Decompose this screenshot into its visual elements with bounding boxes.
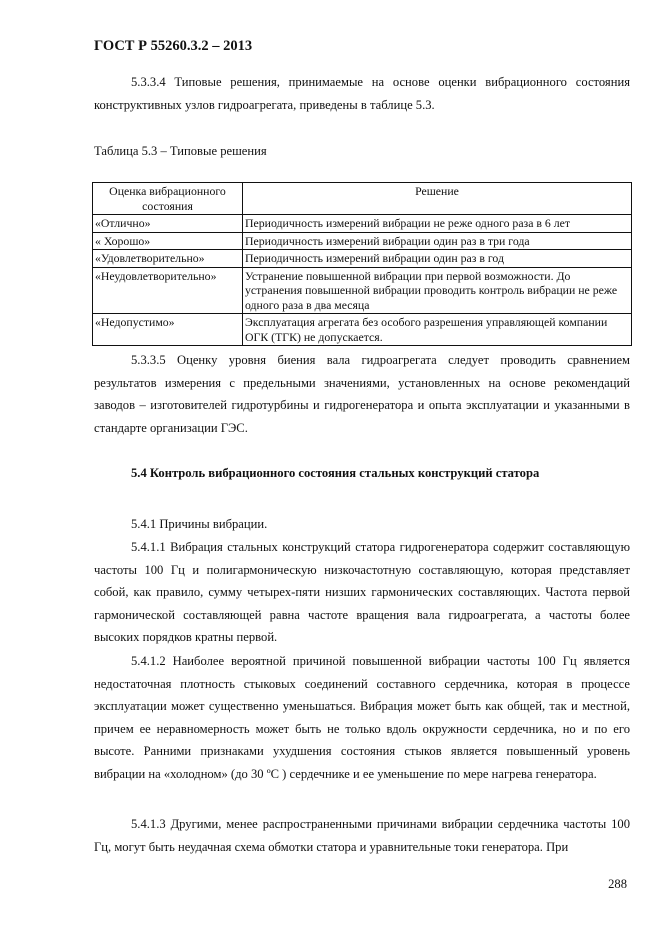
solutions-table <box>92 182 632 346</box>
decision-cell: Периодичность измерений вибрации не реже одного раза в 6 лет <box>243 215 632 233</box>
paragraph-5-4-1-2: 5.4.1.2 Наиболее вероятной причиной повышенной вибрации частоты 100 Гц является недостаточная плотность стыковых соединений составного сердечника, которая в процессе эксплуатации может существенно уменьшаться. Вибрация может быть как общей, так и местной, причем ее неравномерность может быть не только вдоль окружности сердечника, но и по его высоте. Ранними признаками ухудшения состояния стыков является повышенный уровень вибрации на «холодном» (до 30 ºС ) сердечнике и ее уменьшение по мере нагрева генератора. <box>94 654 630 781</box>
decision-cell: Периодичность измерений вибрации один раз в три года <box>243 232 632 250</box>
paragraph-5-4-1: 5.4.1 Причины вибрации. <box>131 517 268 531</box>
table-caption: Таблица 5.3 – Типовые решения <box>94 144 267 158</box>
rating-cell: «Отлично» <box>93 215 243 233</box>
table-row <box>93 267 632 314</box>
header-rating: Оценка вибрационного состояния <box>93 183 243 215</box>
paragraph-5-4-1-1: 5.4.1.1 Вибрация стальных конструкций статора гидрогенератора содержит составляющую частоты 100 Гц и полигармоническую низкочастотную составляющую, которая представляет собой, как правило, сумму четырех-пяти низших гармонических составляющих. Частота первой гармонической составляющей равна частоте вращения вала гидроагрегата, а частоты более высоких порядков кратны первой. <box>94 540 630 644</box>
rating-cell: «Недопустимо» <box>93 314 243 346</box>
decision-cell: Эксплуатация агрегата без особого разрешения управляющей компании ОГК (ТГК) не допускается. <box>243 314 632 346</box>
paragraph-5-3-3-4: 5.3.3.4 Типовые решения, принимаемые на основе оценки вибрационного состояния конструктивных узлов гидроагрегата, приведены в таблице 5.3. <box>94 75 630 112</box>
header-decision: Решение <box>243 183 632 215</box>
table-row <box>93 215 632 233</box>
decision-cell: Периодичность измерений вибрации один раз в год <box>243 250 632 268</box>
table-row <box>93 232 632 250</box>
rating-cell: «Неудовлетворительно» <box>93 267 243 314</box>
rating-cell: «Удовлетворительно» <box>93 250 243 268</box>
paragraph-5-3-3-5: 5.3.3.5 Оценку уровня биения вала гидроагрегата следует проводить сравнением результатов измерения с предельными значениями, установленных на основе рекомендаций заводов – изготовителей гидротурбины и гидрогенератора и опыта эксплуатации и указанными в стандарте организации ГЭС. <box>94 353 630 435</box>
page-number: 288 <box>608 877 627 891</box>
table-header-row <box>93 183 632 215</box>
paragraph-5-4-1-3: 5.4.1.3 Другими, менее распространенными причинами вибрации сердечника частоты 100 Гц, могут быть неудачная схема обмотки статора и уравнительные токи генератора. При <box>94 817 630 854</box>
rating-cell: « Хорошо» <box>93 232 243 250</box>
table-row <box>93 250 632 268</box>
table-row <box>93 314 632 346</box>
decision-cell: Устранение повышенной вибрации при первой возможности. До устранения повышенной вибрации проводить контроль вибрации не реже одного раза в два месяца <box>243 267 632 314</box>
document-header: ГОСТ Р 55260.3.2 – 2013 <box>94 38 253 54</box>
section-heading-5-4: 5.4 Контроль вибрационного состояния стальных конструкций статора <box>131 466 540 480</box>
